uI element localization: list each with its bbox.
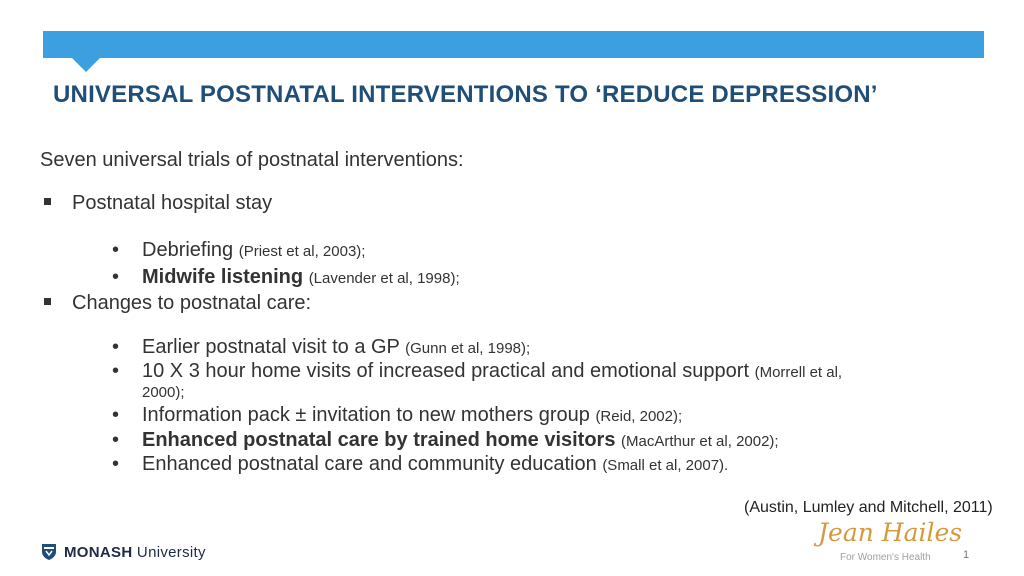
monash-university-logo (40, 542, 206, 562)
item-citation: (Lavender et al, 1998); (308, 270, 460, 287)
jean-hailes-tagline: For Women's Health (840, 552, 931, 563)
item-text: Information pack ± invitation to new mothers group (142, 404, 590, 426)
bullet-icon: • (112, 404, 120, 426)
square-bullet-icon (44, 198, 51, 205)
bullet-icon: • (112, 266, 120, 288)
monash-wordmark-bold: MONASH (64, 543, 133, 561)
header-accent-bar (43, 31, 984, 58)
item-citation: (Gunn et al, 1998); (405, 340, 531, 357)
monash-crest-icon (40, 543, 58, 561)
header-accent-notch (71, 57, 101, 72)
page-number: 1 (963, 549, 970, 561)
item-text: Midwife listening (142, 266, 304, 288)
item-citation-continued: 2000); (142, 384, 185, 401)
jean-hailes-logo (818, 518, 963, 570)
monash-wordmark-regular: University (132, 543, 206, 561)
bullet-icon: • (112, 360, 120, 382)
bullet-icon: • (112, 429, 120, 451)
section-heading-text: Changes to postnatal care: (72, 292, 312, 314)
jean-hailes-wordmark: Jean Hailes (818, 518, 963, 547)
section-heading-text: Postnatal hospital stay (72, 192, 273, 214)
item-text: 10 X 3 hour home visits of increased practical and emotional support (142, 360, 750, 382)
bullet-icon: • (112, 453, 120, 475)
intro-text: Seven universal trials of postnatal interventions: (40, 149, 464, 171)
slide-title: UNIVERSAL POSTNATAL INTERVENTIONS TO ‘REDUCE DEPRESSION’ (53, 81, 878, 108)
item-text: Enhanced postnatal care and community education (142, 453, 597, 475)
source-citation: (Austin, Lumley and Mitchell, 2011) (744, 499, 993, 516)
item-citation: (Reid, 2002); (595, 408, 683, 425)
square-bullet-icon (44, 298, 51, 305)
item-text: Enhanced postnatal care by trained home visitors (142, 429, 616, 451)
item-text: Earlier postnatal visit to a GP (142, 336, 400, 358)
item-citation: (MacArthur et al, 2002); (621, 433, 779, 450)
item-citation: (Morrell et al, (754, 364, 843, 381)
item-text: Debriefing (142, 239, 234, 261)
item-citation: (Small et al, 2007). (602, 457, 729, 474)
bullet-icon: • (112, 336, 120, 358)
bullet-icon: • (112, 239, 120, 261)
item-citation: (Priest et al, 2003); (238, 243, 366, 260)
